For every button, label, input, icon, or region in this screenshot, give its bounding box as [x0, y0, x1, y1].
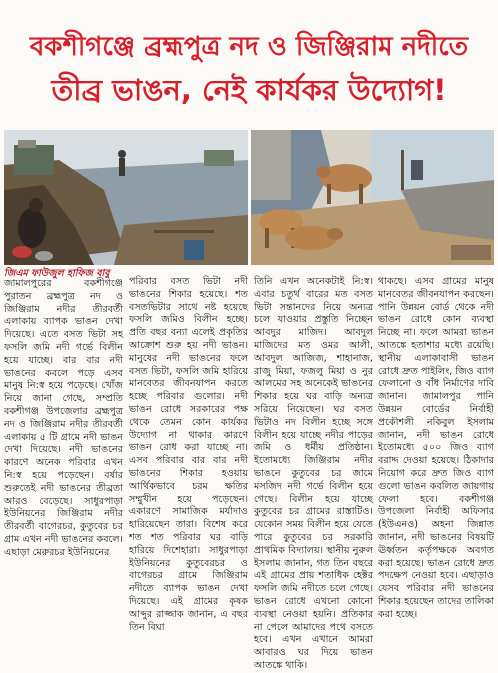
- column-text: জামালপুরের বকশীগঞ্জে পুরাতন ব্রহ্মপুত্র নদ ও জিঞ্জিরাম নদীর তীরবর্তী এলাকায় ব্যাপক ভাঙন দেখা দিয়েছে। এতে বসত ভিটা সহ ফসলি জমি নদী গর্ভে বিলীন হয়ে যাচ্ছে। বার বার নদী ভাঙনের কবলে পড়ে এসব মানুষ নি:স্ব হয়ে পড়েছে। খোঁজ নিয়ে জানা গেছে, সম্প্রতি বকশীগঞ্জ উপজেলার ব্রহ্মপুত্র নদ ও জিঞ্জিরাম নদীর তীরবর্তী এলাকায় ৫ টি গ্রামে নদী ভাঙন দেখা দিয়েছে। নদী ভাঙনের কারণে অনেক পরিবার এখন নি:স্ব হয়ে পড়েছেন। বর্ষার শুরুতেই নদী ভাঙনের তীব্রতা আরও বেড়েছে। সাধুরপাড়া ইউনিয়নের জিঞ্জিরাম নদীর তীরবর্তী বাগেরচর, কুতুবের চর গ্রাম এখন নদী ভাঙনের কবলে। এছাড়া মেরুরচর ইউনিয়নের: [4, 278, 123, 558]
- column-text: তিনি এখন অনেকটাই নি:স্ব। এবার চতুর্থ বারের মত বসত ভিটা সন্তানদের নিয়ে অন্যত্র চলে যাওয়ার প্রস্তুতি নিচ্ছেন আবদুর মাজিদ। আবদুল মাজিদের মত ওমর আলী, আবদুল আজিজ, শাহানাজ, রাজু মিয়া, ফজলু মিয়া ও নুর আলমের সহ অনেকেই ভাঙনের শিকার হয়ে ঘর বাড়ি অন্যত্র সরিয়ে নিয়েছেন। ঘর বসত ভিটাও নদ বিলীন হচ্ছে সঙ্গে বিলীন হয়ে যাচ্ছে নদীর পাড়ের জমি ও ধর্মীয় প্রতিষ্ঠান। ইতোমধ্যে জিঞ্জিরাম নদীর ভাঙনে কুতুবের চর জামে মসজিদ নদী গর্ভে বিলীন হয়ে গেছে। বিলীন হয়ে যাচ্ছে কুতুবের চর গ্রামের রাস্তাটিও। যেকোন সময় বিলীন হয়ে যেতে পারে কুতুবের চর সরকারি প্রাথমিক বিদ্যালয়। স্থানীয় নুরুল ইসলাম জানান, গত তিন বছরে এই গ্রামের প্রায় শতাধিক হেক্টর ফসলি জমি নদীতে চলে গেছে। ভাঙন রোধে এখনো কোনো ব্যবস্থা নেওয়া হয়নি। প্রতিকার না পেলে আমাদের পথে বসতে হবে। এখন এখানে আমরা আবারও ঘর দিয়ে ভাঙন আতঙ্কে থাকি।: [254, 276, 373, 671]
- article-column-4: [378, 276, 494, 620]
- headline-line-1: বকশীগঞ্জে ব্রহ্মপুত্র নদ ও জিঞ্জিরাম নদীতে: [29, 32, 469, 63]
- cattle-by-river-photo: [251, 130, 494, 265]
- headline: [0, 27, 498, 113]
- article-column-3: [254, 276, 373, 671]
- column-text: পরিবার বসত ভিটা নদী ভাঙনের শিকার হয়েছে। শত বসতভিটার সাথে নষ্ট হয়েছে ফসলি জমিও বিলীন হচ্ছে। প্রতি বছর বন্যা এলেই প্রকৃতির আক্রোশ শুরু হয় নদী ভাঙন। মানুষের নদী ভাঙনের ফলে বসত ভিটা, ফসলি জমি হারিয়ে মানবেতর জীবনযাপন করতে হচ্ছে পরিবার গুলোর। নদী ভাঙন রোধে সরকারের পক্ষ থেকে তেমন কোন কার্যকর উদ্যোগ না থাকার কারণে ভাঙন রোধ করা যাচ্ছে না। এসব পরিবার বার বার নদী ভাঙনের শিকার হওয়ায় আর্থিকভাবে চরম ক্ষতির সম্মুখীন হয়ে পড়েছেন। একারণে সামাজিক মর্যাদাও হারিয়েছেন তারা। বিশেষ করে শত শত পরিবার ঘর বাড়ি হারিয়ে দিশেহারা। সাধুরপাড়া ইউনিয়নের কুতুবেরচর ও বাগেরচর গ্রামে জিঞ্জিরাম নদীতে ব্যাপক ভাঙন দেখা দিয়েছে। এই গ্রামের কৃষক আব্দুর রাজ্জাক জানান, এ বছর তিন বিঘা: [129, 276, 248, 633]
- column-text: থাকছে। এসব গ্রামের মানুষ মানবেতর জীবনযাপন করছেন। পানি উন্নয়ন বোর্ড থেকে নদী ভাঙন রোধে কোন ব্যবস্থা নিচ্ছে না। ফলে আমরা ভাঙন আতঙ্কে হতাশার মধ্যে রয়েছি। স্থানীয় এলাকাবাসী ভাঙন রোধে দ্রুত পাইলিং, জিও ব্যাগ ফেলানো ও বাঁধ নির্মাণের দাবি জানান। জামালপুর পানি উন্নয়ন বোর্ডের নির্বাহী প্রকৌশলী নকিবুল ইসলাম জানান, নদী ভাঙন রোধে ইতোমধ্যে ৫০০ জিও ব্যাগ বরাদ্দ দেওয়া হয়েছে। ঠিকাদার নিয়োগ করে দ্রুত জিও ব্যাগ গুলো ভাঙন কবলিত জায়গায় ফেলা হবে। বকশীগঞ্জ উপজেলা নির্বাহী অফিসার (ইউএনও) অহনা জিন্নাত জানান, নদী ভাঙনের বিষয়টি ঊর্ধ্বতন কর্তৃপক্ষকে অবগত করা হয়েছে। ভাঙন রোধে দ্রুত পদক্ষেপ নেওয়া হবে। এছাড়াও যেসব পরিবার নদী ভাঙনের শিকার হয়েছেন তাদের তালিকা করা হচ্ছে।: [378, 276, 494, 620]
- article-column-1: [4, 278, 123, 558]
- cattle-by-river-illustration: [251, 130, 494, 265]
- article-column-2: [129, 276, 248, 633]
- riverbank-erosion-illustration: [4, 130, 248, 265]
- riverbank-erosion-photo: [4, 130, 248, 265]
- photo-credit: জিএম ফাউজুল হাফিজ বাবু: [4, 268, 110, 279]
- headline-line-2: তীব্র ভাঙন, নেই কার্যকর উদ্যোগ!: [51, 73, 447, 108]
